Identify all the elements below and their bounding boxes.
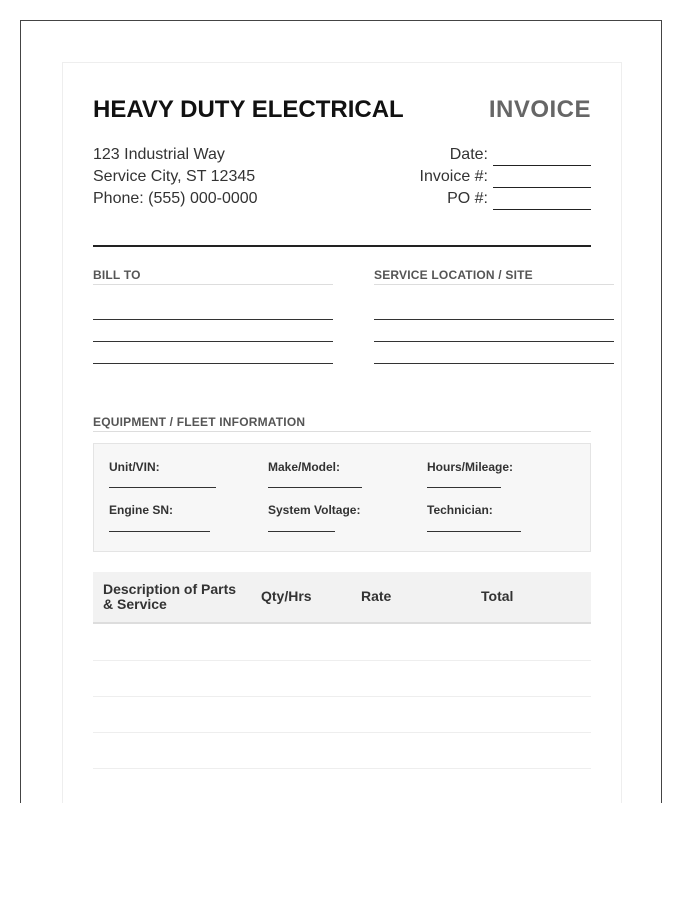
company-address <box>93 144 258 210</box>
make-model-label: Make/Model: <box>268 460 341 474</box>
equipment-label: EQUIPMENT / FLEET INFORMATION <box>93 415 306 429</box>
invoice-number-label: Invoice #: <box>419 168 488 185</box>
table-header <box>93 572 591 624</box>
bill-to-line-1[interactable] <box>93 319 333 320</box>
address-line-phone: Phone: (555) 000-0000 <box>93 190 258 207</box>
system-voltage-blank-field[interactable] <box>268 531 335 532</box>
table-row-divider <box>93 696 591 697</box>
company-name: HEAVY DUTY ELECTRICAL <box>93 96 404 123</box>
address-line-street: 123 Industrial Way <box>93 146 225 163</box>
technician-label: Technician: <box>427 503 493 517</box>
page-frame <box>20 20 662 803</box>
bill-to-label: BILL TO <box>93 268 141 282</box>
equipment-box <box>93 443 591 552</box>
meta-row-date <box>420 144 591 166</box>
column-header-total: Total <box>481 588 514 604</box>
date-label: Date: <box>449 146 488 163</box>
column-header-rate: Rate <box>361 588 392 604</box>
service-location-line-2[interactable] <box>374 341 614 342</box>
service-location-line-1[interactable] <box>374 319 614 320</box>
unit-vin-label: Unit/VIN: <box>109 460 160 474</box>
service-location-label: SERVICE LOCATION / SITE <box>374 268 533 282</box>
meta-row-po-number <box>420 188 591 210</box>
engine-sn-label: Engine SN: <box>109 503 174 517</box>
bill-to-line-2[interactable] <box>93 341 333 342</box>
service-location-label-underline <box>374 284 614 285</box>
bill-to-line-3[interactable] <box>93 363 333 364</box>
meta-row-invoice-number <box>420 166 591 188</box>
invoice-meta <box>420 144 591 210</box>
engine-sn-blank-field[interactable] <box>109 531 210 532</box>
address-line-city: Service City, ST 12345 <box>93 168 256 185</box>
equipment-label-underline <box>93 431 591 432</box>
hours-mileage-blank-field[interactable] <box>427 487 501 488</box>
po-number-blank-field[interactable] <box>493 194 591 210</box>
unit-vin-blank-field[interactable] <box>109 487 216 488</box>
header-divider <box>93 245 591 247</box>
hours-mileage-label: Hours/Mileage: <box>427 460 514 474</box>
invoice-number-blank-field[interactable] <box>493 172 591 188</box>
column-header-description: Description of Parts & Service <box>103 581 237 612</box>
date-blank-field[interactable] <box>493 150 591 166</box>
service-location-line-3[interactable] <box>374 363 614 364</box>
technician-blank-field[interactable] <box>427 531 521 532</box>
make-model-blank-field[interactable] <box>268 487 362 488</box>
po-number-label: PO #: <box>447 190 488 207</box>
document-title: INVOICE <box>488 96 591 123</box>
column-header-qty-hrs: Qty/Hrs <box>261 588 312 604</box>
table-row-divider <box>93 732 591 733</box>
system-voltage-label: System Voltage: <box>268 503 361 517</box>
invoice-sheet <box>62 62 622 803</box>
bill-to-label-underline <box>93 284 333 285</box>
table-row-divider <box>93 768 591 769</box>
table-row-divider <box>93 660 591 661</box>
